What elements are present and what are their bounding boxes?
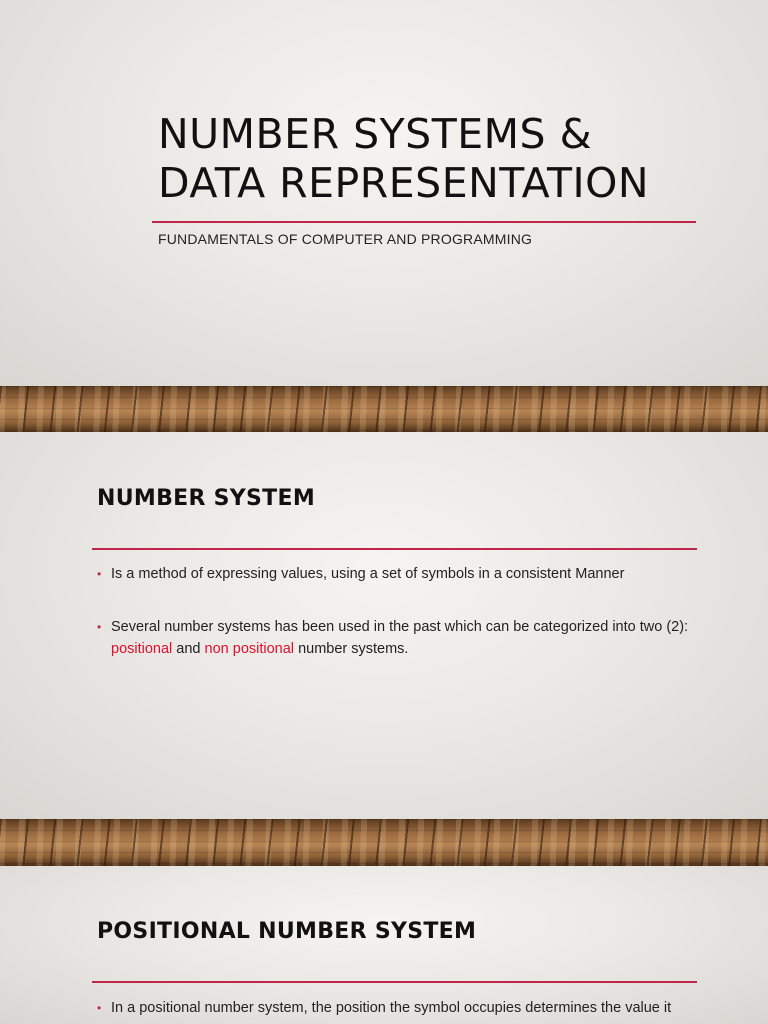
bullet-dot-icon: • <box>97 1001 102 1015</box>
slide-heading: NUMBER SYSTEM <box>97 486 316 511</box>
list-item: • In a positional number system, the position the symbol occupies determines the value it <box>97 997 707 1019</box>
title-divider <box>152 221 696 223</box>
title-line-1: NUMBER SYSTEMS & <box>158 110 593 158</box>
list-item: • Several number systems has been used in the past which can be categorized into two (2): positional and non positional number systems. <box>97 616 707 660</box>
slide-title <box>0 0 768 386</box>
list-item: • Is a method of expressing values, using a set of symbols in a consistent Manner <box>97 563 707 585</box>
slide-number-system <box>0 432 768 819</box>
title-line-2: DATA REPRESENTATION <box>158 159 650 207</box>
heading-divider <box>92 548 697 550</box>
bullet-list <box>97 563 707 660</box>
term-positional: positional <box>111 641 173 657</box>
wood-floor-divider <box>0 819 768 866</box>
bullet-dot-icon: • <box>97 567 102 581</box>
slide-heading: POSITIONAL NUMBER SYSTEM <box>97 919 477 944</box>
heading-divider <box>92 981 697 983</box>
slide-title-heading <box>158 110 718 208</box>
term-non-positional: non positional <box>204 641 295 657</box>
slide-subtitle: FUNDAMENTALS OF COMPUTER AND PROGRAMMING <box>158 231 533 247</box>
slide-positional-number-system <box>0 866 768 1024</box>
bullet-list <box>97 997 707 1019</box>
bullet-dot-icon: • <box>97 620 102 634</box>
wood-floor-divider <box>0 386 768 432</box>
